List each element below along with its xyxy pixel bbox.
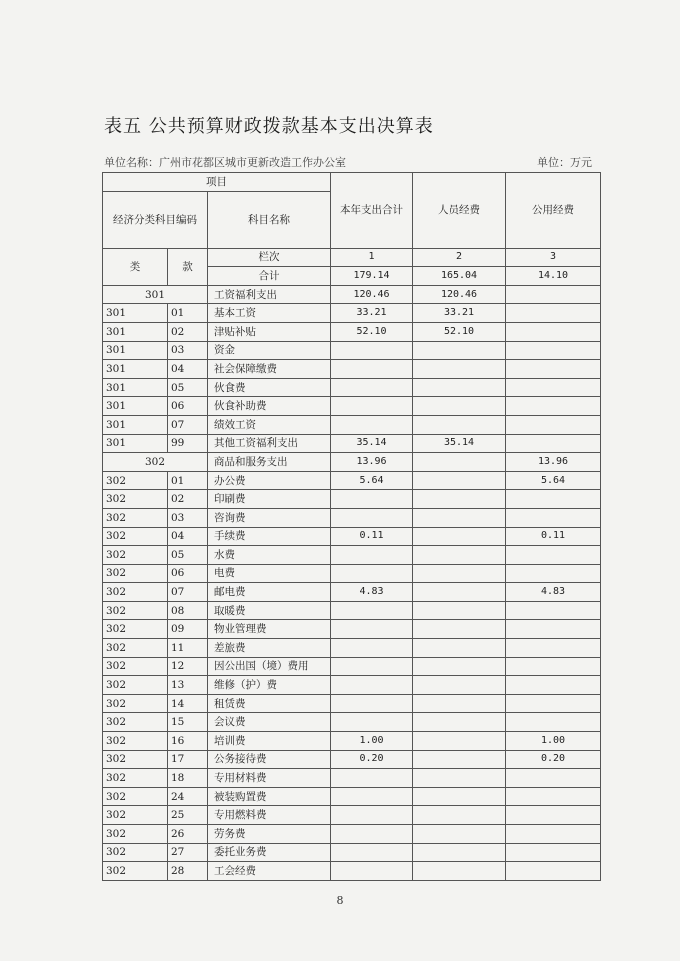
row-class-code: 301 [103,341,168,360]
row-section-code: 02 [168,322,208,341]
row-section-code: 28 [168,862,208,881]
row-total [331,620,413,639]
row-class-code: 301 [103,434,168,453]
row-total [331,564,413,583]
row-section-code: 03 [168,341,208,360]
row-personnel [413,787,506,806]
row-section-code: 18 [168,769,208,788]
row-subject-name: 专用燃料费 [208,806,331,825]
row-subject-name: 会议费 [208,713,331,732]
row-public [506,304,601,323]
row-personnel: 35.14 [413,434,506,453]
row-subject-name: 被装购置费 [208,787,331,806]
row-class-code: 302 [103,657,168,676]
row-section-code: 26 [168,825,208,844]
row-public [506,620,601,639]
row-section-code: 04 [168,527,208,546]
row-public [506,434,601,453]
header-col2: 2 [413,248,506,267]
row-total [331,546,413,565]
row-subject-name: 津贴补贴 [208,322,331,341]
unit-name: 单位名称：广州市花都区城市更新改造工作办公室 [104,156,346,169]
table-row [103,527,601,546]
row-subject-name: 物业管理费 [208,620,331,639]
row-subject-name: 取暖费 [208,601,331,620]
header-col1: 1 [331,248,413,267]
row-section-code: 05 [168,546,208,565]
row-public [506,490,601,509]
row-public [506,285,601,304]
row-personnel: 120.46 [413,285,506,304]
row-personnel [413,676,506,695]
row-class-code: 302 [103,787,168,806]
row-total [331,341,413,360]
table-row [103,750,601,769]
row-total: 5.64 [331,471,413,490]
row-personnel [413,713,506,732]
table-row [103,843,601,862]
row-class-code: 302 [103,453,208,472]
table-row [103,434,601,453]
row-subject-name: 培训费 [208,732,331,751]
row-total: 35.14 [331,434,413,453]
row-subject-name: 办公费 [208,471,331,490]
row-subject-name: 租赁费 [208,694,331,713]
row-total [331,694,413,713]
table-row [103,862,601,881]
row-subject-name: 伙食补助费 [208,397,331,416]
row-public [506,806,601,825]
page-number: 8 [336,894,344,907]
row-personnel [413,620,506,639]
row-subject-name: 工会经费 [208,862,331,881]
row-personnel [413,564,506,583]
row-class-code: 301 [103,397,168,416]
row-personnel [413,490,506,509]
row-subject-name: 资金 [208,341,331,360]
table-row [103,490,601,509]
row-personnel [413,583,506,602]
row-section-code: 06 [168,564,208,583]
row-public [506,825,601,844]
row-section-code: 07 [168,583,208,602]
row-section-code: 07 [168,415,208,434]
table-row [103,360,601,379]
row-section-code: 12 [168,657,208,676]
row-class-code: 302 [103,862,168,881]
row-total: 13.96 [331,453,413,472]
row-subject-name: 社会保障缴费 [208,360,331,379]
table-row [103,694,601,713]
row-public [506,546,601,565]
table-row [103,341,601,360]
row-class-code: 302 [103,546,168,565]
row-public [506,713,601,732]
row-total [331,713,413,732]
row-public [506,862,601,881]
row-public: 13.96 [506,453,601,472]
row-class-code: 302 [103,490,168,509]
table-row [103,453,601,472]
row-public [506,564,601,583]
row-subject-name: 电费 [208,564,331,583]
row-personnel [413,732,506,751]
row-total [331,787,413,806]
header-class: 类 [103,248,168,285]
row-public [506,378,601,397]
header-col-index: 栏次 [208,248,331,267]
row-class-code: 302 [103,750,168,769]
table-row [103,583,601,602]
row-section-code: 13 [168,676,208,695]
row-section-code: 25 [168,806,208,825]
row-class-code: 302 [103,508,168,527]
header-total: 本年支出合计 [331,173,413,249]
table-row [103,322,601,341]
expenditure-table [102,172,601,881]
header-row-project [103,173,601,192]
row-personnel [413,471,506,490]
row-section-code: 24 [168,787,208,806]
row-section-code: 11 [168,639,208,658]
row-class-code: 302 [103,806,168,825]
row-personnel [413,527,506,546]
row-personnel [413,825,506,844]
table-row [103,304,601,323]
header-econ-code: 经济分类科目编码 [103,191,208,248]
table-row [103,378,601,397]
row-total [331,378,413,397]
row-class-code: 302 [103,843,168,862]
row-public: 1.00 [506,732,601,751]
table-row [103,415,601,434]
row-total [331,601,413,620]
row-total [331,676,413,695]
row-subject-name: 绩效工资 [208,415,331,434]
row-total [331,415,413,434]
row-total [331,769,413,788]
row-subject-name: 其他工资福利支出 [208,434,331,453]
table-row [103,508,601,527]
row-subject-name: 差旅费 [208,639,331,658]
row-total: 0.11 [331,527,413,546]
row-total: 33.21 [331,304,413,323]
row-subject-name: 专用材料费 [208,769,331,788]
header-section: 款 [168,248,208,285]
row-public [506,415,601,434]
row-section-code: 03 [168,508,208,527]
row-section-code: 01 [168,471,208,490]
row-personnel [413,843,506,862]
row-class-code: 302 [103,620,168,639]
row-subject-name: 因公出国（境）费用 [208,657,331,676]
row-class-code: 302 [103,601,168,620]
row-personnel [413,546,506,565]
table-row [103,713,601,732]
row-subject-name: 公务接待费 [208,750,331,769]
table-row [103,657,601,676]
row-class-code: 302 [103,713,168,732]
row-class-code: 302 [103,471,168,490]
row-public [506,694,601,713]
table-row [103,787,601,806]
row-public [506,397,601,416]
unit-measure: 单位：万元 [537,156,592,169]
table-row [103,471,601,490]
row-personnel [413,769,506,788]
row-personnel [413,508,506,527]
row-public: 4.83 [506,583,601,602]
row-section-code: 06 [168,397,208,416]
row-section-code: 01 [168,304,208,323]
row-class-code: 302 [103,769,168,788]
row-total: 0.20 [331,750,413,769]
row-section-code: 04 [168,360,208,379]
row-public [506,843,601,862]
row-personnel: 52.10 [413,322,506,341]
row-personnel [413,750,506,769]
row-class-code: 301 [103,304,168,323]
row-class-code: 301 [103,378,168,397]
table-row [103,285,601,304]
row-section-code: 14 [168,694,208,713]
row-section-code: 02 [168,490,208,509]
row-public: 0.11 [506,527,601,546]
table-row [103,601,601,620]
row-personnel [413,415,506,434]
row-class-code: 302 [103,732,168,751]
row-subject-name: 手续费 [208,527,331,546]
row-personnel [413,639,506,658]
row-section-code: 27 [168,843,208,862]
row-personnel [413,806,506,825]
row-public [506,639,601,658]
row-public: 5.64 [506,471,601,490]
row-personnel [413,360,506,379]
row-section-code: 17 [168,750,208,769]
row-subject-name: 委托业务费 [208,843,331,862]
table-row [103,732,601,751]
row-total [331,806,413,825]
row-public: 0.20 [506,750,601,769]
row-personnel [413,341,506,360]
row-personnel [413,694,506,713]
row-public [506,360,601,379]
row-total [331,657,413,676]
row-subject-name: 咨询费 [208,508,331,527]
row-total [331,490,413,509]
row-total: 1.00 [331,732,413,751]
row-subject-name: 工资福利支出 [208,285,331,304]
row-personnel [413,378,506,397]
row-personnel [413,601,506,620]
table-row [103,546,601,565]
total-label: 合计 [208,267,331,286]
row-subject-name: 劳务费 [208,825,331,844]
row-section-code: 08 [168,601,208,620]
row-personnel [413,862,506,881]
total-value: 179.14 [331,267,413,286]
row-personnel [413,657,506,676]
header-row-index [103,248,601,267]
table-row [103,639,601,658]
header-public: 公用经费 [506,173,601,249]
row-personnel [413,397,506,416]
row-total [331,397,413,416]
row-public [506,787,601,806]
row-subject-name: 商品和服务支出 [208,453,331,472]
table-row [103,769,601,788]
header-subject-name: 科目名称 [208,191,331,248]
row-section-code: 15 [168,713,208,732]
row-section-code: 99 [168,434,208,453]
row-class-code: 302 [103,694,168,713]
row-personnel: 33.21 [413,304,506,323]
row-public [506,601,601,620]
row-total [331,508,413,527]
row-public [506,508,601,527]
row-class-code: 302 [103,676,168,695]
row-total [331,639,413,658]
row-section-code: 09 [168,620,208,639]
total-personnel: 165.04 [413,267,506,286]
row-subject-name: 印刷费 [208,490,331,509]
table-row [103,806,601,825]
header-personnel: 人员经费 [413,173,506,249]
table-row [103,825,601,844]
row-section-code: 16 [168,732,208,751]
row-total [331,360,413,379]
header-project: 项目 [103,173,331,192]
row-total: 4.83 [331,583,413,602]
row-public [506,657,601,676]
row-public [506,769,601,788]
row-class-code: 302 [103,564,168,583]
row-total: 52.10 [331,322,413,341]
table-row [103,397,601,416]
row-public [506,341,601,360]
table-row [103,620,601,639]
page-title: 表五 公共预算财政拨款基本支出决算表 [104,116,434,137]
row-total: 120.46 [331,285,413,304]
row-class-code: 302 [103,639,168,658]
row-class-code: 302 [103,583,168,602]
header-col3: 3 [506,248,601,267]
row-public [506,322,601,341]
row-class-code: 301 [103,415,168,434]
total-public: 14.10 [506,267,601,286]
row-subject-name: 维修（护）费 [208,676,331,695]
row-total [331,843,413,862]
table-row [103,676,601,695]
row-subject-name: 邮电费 [208,583,331,602]
row-personnel [413,453,506,472]
row-class-code: 302 [103,527,168,546]
row-subject-name: 水费 [208,546,331,565]
row-class-code: 302 [103,825,168,844]
row-section-code: 05 [168,378,208,397]
row-class-code: 301 [103,322,168,341]
row-class-code: 301 [103,285,208,304]
row-subject-name: 基本工资 [208,304,331,323]
row-class-code: 301 [103,360,168,379]
row-public [506,676,601,695]
row-total [331,862,413,881]
table-row [103,564,601,583]
row-total [331,825,413,844]
row-subject-name: 伙食费 [208,378,331,397]
